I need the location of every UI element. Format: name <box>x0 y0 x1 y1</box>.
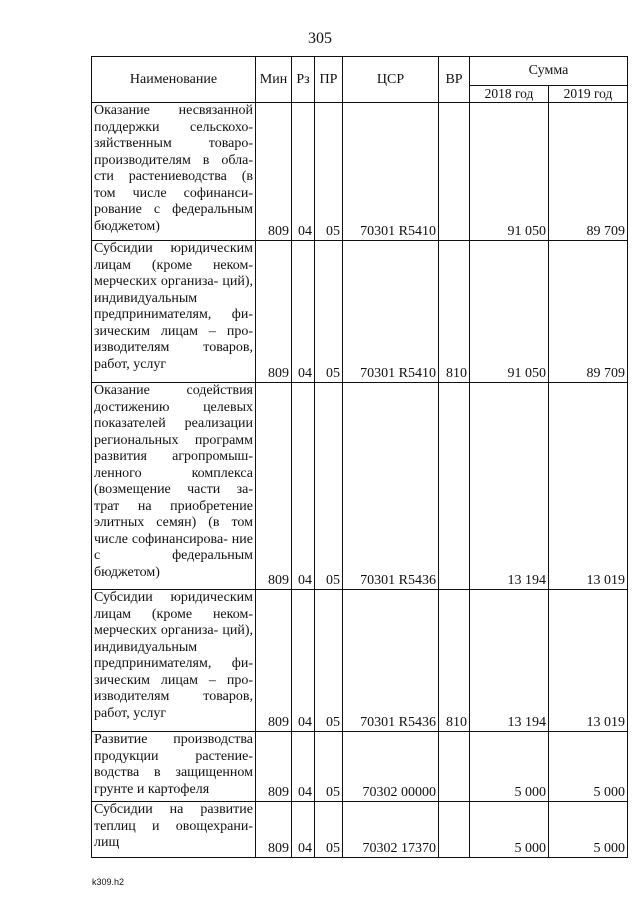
row-name: Субсидии юридическим лицам (кроме неком- мерческих организа- ций), индивидуальным предпринимателям, фи- зическим лицам – про- изводителям товаров, работ, услуг <box>92 241 256 383</box>
row-sum-2018: 5 000 <box>470 802 549 858</box>
row-sum-2018: 13 194 <box>470 590 549 732</box>
row-min: 809 <box>256 383 292 590</box>
row-name: Субсидии юридическим лицам (кроме неком- мерческих организа- ций), индивидуальным предпринимателям, фи- зическим лицам – про- изводителям товаров, работ, услуг <box>92 590 256 732</box>
header-year-2019: 2019 год <box>549 86 628 103</box>
row-vr: 810 <box>439 590 470 732</box>
row-min: 809 <box>256 103 292 241</box>
row-pr: 05 <box>315 241 343 383</box>
row-sum-2018: 13 194 <box>470 383 549 590</box>
row-sum-2019: 13 019 <box>549 590 628 732</box>
row-csr: 70302 00000 <box>343 732 439 802</box>
row-csr: 70301 R5436 <box>343 383 439 590</box>
row-pr: 05 <box>315 383 343 590</box>
header-rz: Рз <box>292 57 315 103</box>
row-sum-2018: 91 050 <box>470 241 549 383</box>
row-rz: 04 <box>292 732 315 802</box>
row-sum-2018: 5 000 <box>470 732 549 802</box>
budget-table <box>91 56 628 858</box>
row-name: Развитие производства продукции растение- водства в защищенном грунте и картофеля <box>92 732 256 802</box>
row-pr: 05 <box>315 802 343 858</box>
table-row <box>92 732 628 802</box>
row-rz: 04 <box>292 383 315 590</box>
page-number: 305 <box>308 30 332 47</box>
table-row <box>92 241 628 383</box>
row-min: 809 <box>256 802 292 858</box>
table-row <box>92 802 628 858</box>
row-sum-2019: 13 019 <box>549 383 628 590</box>
row-name: Оказание несвязанной поддержки сельскохо- зяйственным товаро- производителям в обла- сти растениеводства (в том числе софинанси- рование с федеральным бюджетом) <box>92 103 256 241</box>
row-sum-2019: 5 000 <box>549 802 628 858</box>
header-name: Наименование <box>92 57 256 103</box>
row-min: 809 <box>256 590 292 732</box>
header-min: Мин <box>256 57 292 103</box>
header-year-2018: 2018 год <box>470 86 549 103</box>
row-name: Субсидии на развитие теплиц и овощехрани- лищ <box>92 802 256 858</box>
row-sum-2019: 5 000 <box>549 732 628 802</box>
row-pr: 05 <box>315 103 343 241</box>
row-rz: 04 <box>292 802 315 858</box>
row-csr: 70301 R5410 <box>343 103 439 241</box>
header-csr: ЦСР <box>343 57 439 103</box>
row-sum-2018: 91 050 <box>470 103 549 241</box>
row-vr <box>439 802 470 858</box>
row-vr: 810 <box>439 241 470 383</box>
header-vr: ВР <box>439 57 470 103</box>
header-sum: Сумма <box>470 57 628 86</box>
row-rz: 04 <box>292 241 315 383</box>
row-csr: 70301 R5436 <box>343 590 439 732</box>
table-row <box>92 383 628 590</box>
row-vr <box>439 383 470 590</box>
table-row <box>92 590 628 732</box>
row-sum-2019: 89 709 <box>549 103 628 241</box>
row-name: Оказание содействия достижению целевых показателей реализации региональных программ развития агропромыш- ленного комплекса (возмещение части за- трат на приобретение элитных семян) (в том числе софинансирова- ние с федеральным бюджетом) <box>92 383 256 590</box>
row-sum-2019: 89 709 <box>549 241 628 383</box>
footer-code: k309.h2 <box>92 877 125 887</box>
row-rz: 04 <box>292 590 315 732</box>
row-pr: 05 <box>315 590 343 732</box>
row-min: 809 <box>256 241 292 383</box>
row-csr: 70301 R5410 <box>343 241 439 383</box>
header-pr: ПР <box>315 57 343 103</box>
row-rz: 04 <box>292 103 315 241</box>
row-pr: 05 <box>315 732 343 802</box>
row-min: 809 <box>256 732 292 802</box>
row-vr <box>439 103 470 241</box>
row-csr: 70302 17370 <box>343 802 439 858</box>
table-row <box>92 103 628 241</box>
row-vr <box>439 732 470 802</box>
